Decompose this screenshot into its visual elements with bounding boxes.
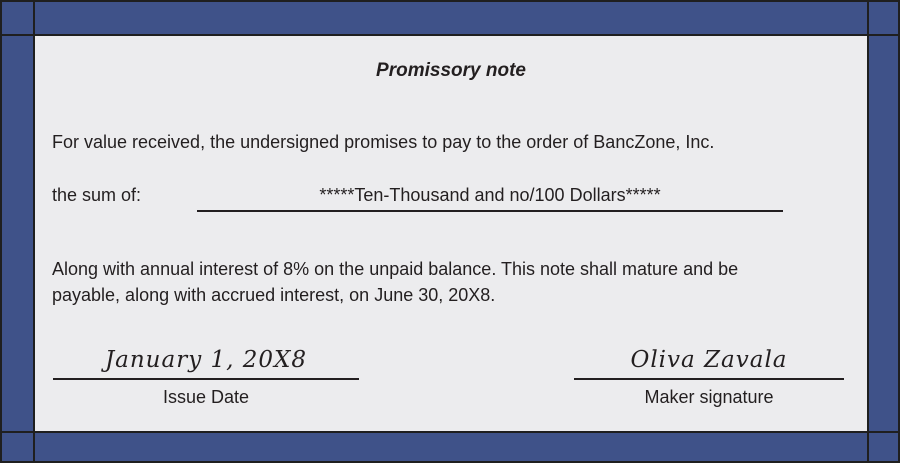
note-body <box>35 36 867 431</box>
frame-divider-right <box>867 2 869 461</box>
terms-text-line-2: payable, along with accrued interest, on June 30, 20X8. <box>52 285 496 305</box>
note-title: Promissory note <box>376 60 526 81</box>
frame-divider-bottom <box>2 431 898 433</box>
maker-signature-line <box>574 378 844 380</box>
maker-signature: Oliva Zavala <box>630 347 788 373</box>
terms-text-line-1: Along with annual interest of 8% on the unpaid balance. This note shall mature and be <box>52 259 739 279</box>
sum-label: the sum of: <box>52 185 142 205</box>
maker-signature-label: Maker signature <box>644 387 774 407</box>
sum-value: *****Ten-Thousand and no/100 Dollars***** <box>319 185 661 205</box>
issue-date-label: Issue Date <box>162 387 250 407</box>
issue-date-value: January 1, 20X8 <box>104 347 308 373</box>
issue-date-line <box>53 378 359 380</box>
intro-text: For value received, the undersigned promises to pay to the order of BancZone, Inc. <box>52 132 715 152</box>
sum-underline <box>197 210 783 212</box>
